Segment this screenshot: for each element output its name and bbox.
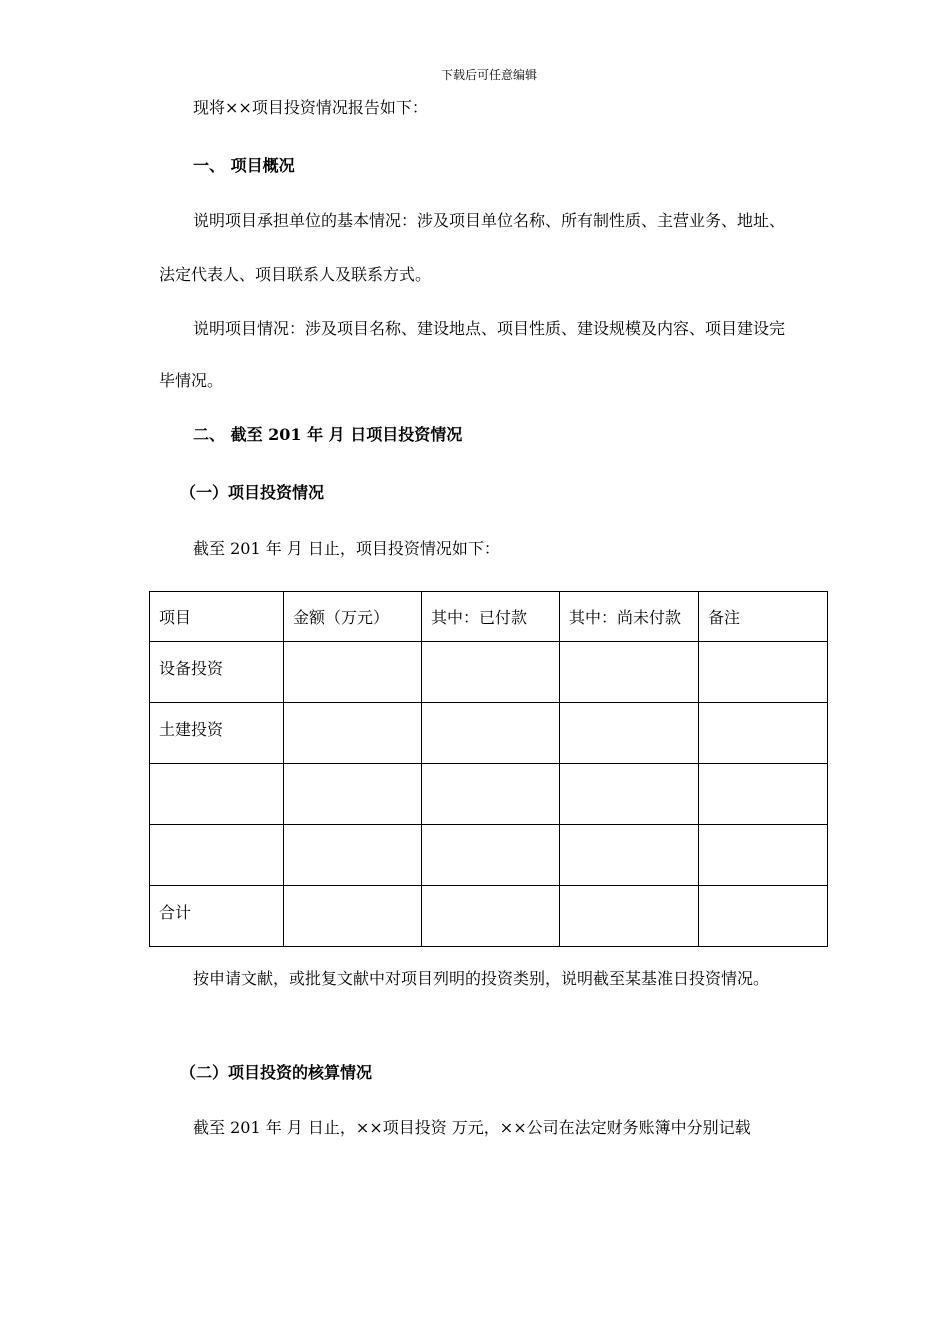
table-cell: 设备投资 bbox=[150, 642, 284, 703]
table-note: 按申请文献，或批复文献中对项目列明的投资类别，说明截至某基准日投资情况。 bbox=[193, 969, 770, 988]
subsection-2-title: （二）项目投资的核算情况 bbox=[180, 1063, 373, 1082]
table-cell bbox=[560, 642, 699, 703]
table-cell bbox=[699, 825, 828, 886]
table-cell bbox=[150, 764, 284, 825]
subsection-1-title: （一）项目投资情况 bbox=[180, 483, 325, 502]
table-cell bbox=[284, 886, 422, 947]
table-cell bbox=[560, 764, 699, 825]
table-cell bbox=[699, 703, 828, 764]
table-cell bbox=[422, 825, 560, 886]
table-cell bbox=[422, 642, 560, 703]
table-cell bbox=[422, 764, 560, 825]
intro-text: 现将××项目投资情况报告如下： bbox=[193, 98, 428, 117]
table-header-cell: 项目 bbox=[150, 592, 284, 642]
table-cell bbox=[284, 764, 422, 825]
table-cell bbox=[284, 642, 422, 703]
table-row bbox=[150, 825, 828, 886]
table-row bbox=[150, 703, 828, 764]
table-cell bbox=[150, 825, 284, 886]
table-cell bbox=[284, 825, 422, 886]
paragraph-1-line-1: 说明项目承担单位的基本情况：涉及项目单位名称、所有制性质、主营业务、地址、 bbox=[193, 211, 786, 230]
table-row bbox=[150, 886, 828, 947]
table-cell bbox=[699, 886, 828, 947]
table-header-row bbox=[150, 592, 828, 642]
paragraph-2-line-1: 说明项目情况：涉及项目名称、建设地点、项目性质、建设规模及内容、项目建设完 bbox=[193, 319, 786, 338]
table-cell bbox=[422, 703, 560, 764]
page-header: 下载后可任意编辑 bbox=[440, 68, 537, 82]
table-row bbox=[150, 764, 828, 825]
table-header-cell: 其中：尚未付款 bbox=[560, 592, 699, 642]
subsection-2-text: 截至 201 年 月 日止，××项目投资 万元，××公司在法定财务账簿中分别记载 bbox=[193, 1118, 751, 1137]
table-cell bbox=[284, 703, 422, 764]
table-header-cell: 金额（万元） bbox=[284, 592, 422, 642]
table-cell: 土建投资 bbox=[150, 703, 284, 764]
section-1-title: 一、 项目概况 bbox=[193, 156, 295, 175]
table-cell bbox=[422, 886, 560, 947]
subsection-1-intro: 截至 201 年 月 日止，项目投资情况如下： bbox=[193, 539, 500, 558]
table-header-cell: 其中：已付款 bbox=[422, 592, 560, 642]
paragraph-1-line-2: 法定代表人、项目联系人及联系方式。 bbox=[159, 265, 432, 284]
table-row bbox=[150, 642, 828, 703]
table-cell: 合计 bbox=[150, 886, 284, 947]
table-cell bbox=[560, 825, 699, 886]
table-cell bbox=[699, 642, 828, 703]
table-cell bbox=[560, 886, 699, 947]
investment-table bbox=[149, 591, 828, 947]
table-header-cell: 备注 bbox=[699, 592, 828, 642]
table-cell bbox=[560, 703, 699, 764]
paragraph-2-line-2: 毕情况。 bbox=[159, 371, 224, 390]
section-2-title: 二、 截至 201 年 月 日项目投资情况 bbox=[193, 425, 463, 444]
table-cell bbox=[699, 764, 828, 825]
